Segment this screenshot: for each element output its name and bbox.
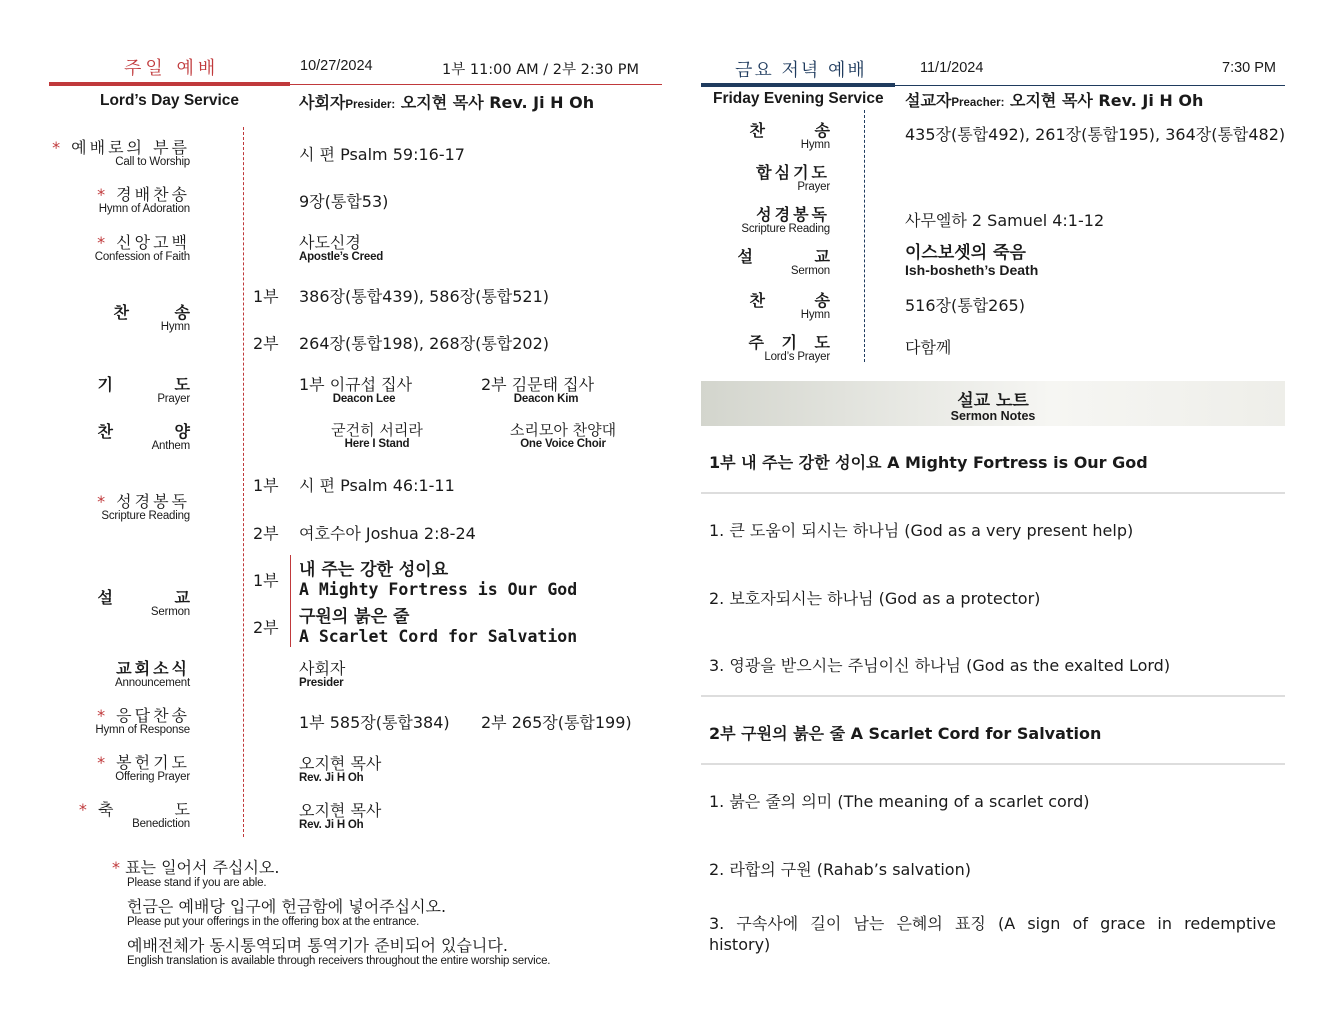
offering-value	[299, 751, 381, 784]
sermon-service2-title-ko: 구원의 붉은 줄	[299, 607, 410, 627]
friday-prayer-en: Prayer	[797, 181, 830, 193]
label-call-to-worship	[0, 135, 190, 168]
sermon-notes-title-ko: 설교 노트	[957, 391, 1029, 411]
announcement-en: Announcement	[115, 677, 190, 689]
hymn-ko: 찬 송	[113, 303, 210, 322]
note-offering-en: Please put your offerings in the offering box at the entrance.	[127, 916, 420, 928]
stand-marker: *	[97, 185, 109, 204]
friday-scripture-value: 사무엘하 2 Samuel 4:1-12	[905, 211, 1105, 230]
offering-en: Offering Prayer	[115, 771, 190, 783]
announcement-value	[299, 656, 345, 689]
friday-header-rule-accent	[701, 83, 895, 87]
faith-value	[299, 230, 383, 263]
notes-section2-point3: 3. 구속사에 길이 남는 은혜의 표징 (A sign of grace in redemptive history)	[709, 914, 1276, 954]
sermon-accent-line	[290, 555, 291, 647]
anthem-title-en: Here I Stand	[344, 438, 410, 450]
response-ko: 응답찬송	[116, 706, 190, 725]
benediction-value-en: Rev. Ji H Oh	[299, 819, 364, 831]
notes-divider	[701, 763, 1285, 765]
hymn-service1-label: 1부	[253, 287, 279, 306]
anthem-title-ko: 굳건히 서리라	[331, 421, 423, 439]
preacher-line	[905, 88, 1203, 111]
stand-marker: *	[97, 233, 109, 252]
anthem-en: Anthem	[151, 440, 190, 452]
sunday-header-rule-accent	[49, 82, 290, 86]
stand-marker: *	[52, 138, 64, 157]
friday-label-hymn1	[640, 118, 852, 151]
notes-section1-point1: 1. 큰 도움이 되시는 하나님 (God as a very present help)	[709, 521, 1134, 540]
friday-hymn2-ko: 찬 송	[749, 291, 852, 310]
hymn-service2-value: 264장(통합198), 268장(통합202)	[299, 334, 550, 353]
scripture-ko: 성경봉독	[116, 492, 190, 511]
label-hymn-of-response	[0, 703, 190, 736]
friday-time: 7:30 PM	[1222, 60, 1276, 76]
note-translation-en: English translation is available through receivers throughout the entire worship service.	[127, 955, 551, 967]
note-stand-en: Please stand if you are able.	[127, 877, 267, 889]
sermon-service2-title	[299, 602, 577, 646]
friday-title-ko: 금요 저녁 예배	[735, 60, 867, 81]
faith-ko: 신앙고백	[116, 233, 190, 252]
presider-label-ko: 사회자	[299, 93, 346, 112]
friday-date: 11/1/2024	[920, 60, 984, 76]
sunday-date: 10/27/2024	[300, 58, 373, 74]
friday-hymn1-ko: 찬 송	[749, 121, 852, 140]
friday-sermon-value-ko: 이스보셋의 죽음	[905, 243, 1026, 263]
prayer-service2-ko: 2부 김문태 집사	[481, 375, 595, 394]
note-stand	[112, 855, 279, 889]
label-confession-of-faith	[0, 230, 190, 263]
stand-marker: *	[78, 800, 90, 819]
anthem-ko: 찬 양	[97, 422, 218, 441]
presider-line	[299, 90, 594, 113]
notes-section2-title: 2부 구원의 붉은 줄 A Scarlet Cord for Salvation	[709, 724, 1102, 743]
prayer-service2	[481, 372, 611, 405]
sermon-service1-title	[299, 555, 577, 599]
adoration-value: 9장(통합53)	[299, 192, 389, 211]
sunday-title-en: Lord’s Day Service	[100, 92, 239, 109]
scripture-service2-label: 2부	[253, 524, 279, 543]
label-scripture-reading	[0, 489, 190, 522]
note-translation	[127, 933, 550, 967]
response-service1: 1부 585장(통합384)	[299, 713, 450, 732]
friday-scripture-en: Scripture Reading	[741, 223, 830, 235]
friday-sermon-ko: 설 교	[737, 247, 858, 266]
hymn-service2-label: 2부	[253, 334, 279, 353]
faith-value-ko: 사도신경	[299, 233, 361, 252]
sunday-header-rule	[290, 84, 662, 85]
friday-header-rule	[895, 85, 1285, 86]
friday-label-sermon	[640, 244, 858, 277]
announcement-value-ko: 사회자	[299, 659, 346, 678]
label-benediction	[0, 797, 218, 830]
friday-label-hymn2	[640, 288, 852, 321]
friday-label-lords-prayer	[640, 330, 836, 363]
adoration-en: Hymn of Adoration	[98, 203, 190, 215]
prayer-ko: 기 도	[97, 375, 218, 394]
stand-marker: *	[112, 858, 120, 877]
response-en: Hymn of Response	[95, 724, 190, 736]
scripture-service1-value: 시 편 Psalm 46:1-11	[299, 476, 455, 495]
friday-title-en: Friday Evening Service	[713, 90, 884, 107]
sunday-title-ko: 주일 예배	[124, 58, 220, 79]
label-offering-prayer	[0, 750, 190, 783]
offering-value-en: Rev. Ji H Oh	[299, 772, 364, 784]
hymn-en: Hymn	[160, 321, 190, 333]
friday-order-divider	[864, 110, 865, 362]
announcement-value-en: Presider	[299, 677, 344, 689]
call-en: Call to Worship	[115, 156, 190, 168]
announcement-ko: 교회소식	[116, 659, 190, 678]
prayer-service1	[299, 372, 429, 405]
friday-sermon-value-en: Ish-bosheth’s Death	[905, 262, 1039, 278]
benediction-value	[299, 798, 381, 831]
label-hymn-of-adoration	[0, 182, 190, 215]
sermon-service1-title-ko: 내 주는 강한 성이요	[299, 560, 449, 580]
sermon-service1-title-en: A Mighty Fortress is Our God	[299, 580, 578, 599]
faith-en: Confession of Faith	[94, 251, 190, 263]
sermon-notes-title-en: Sermon Notes	[950, 409, 1036, 423]
label-anthem	[0, 419, 218, 452]
note-offering	[127, 894, 446, 928]
notes-divider	[701, 492, 1285, 494]
presider-name: 오지현 목사 Rev. Ji H Oh	[400, 93, 595, 112]
friday-hymn2-en: Hymn	[800, 309, 830, 321]
sermon-service2-label: 2부	[253, 618, 279, 637]
call-ko: 예배로의 부름	[71, 138, 190, 157]
friday-lords-prayer-ko: 주 기 도	[748, 333, 836, 352]
friday-prayer-ko: 합심기도	[756, 163, 830, 182]
friday-hymn1-value: 435장(통합492), 261장(통합195), 364장(통합482)	[905, 125, 1286, 144]
sermon-service2-title-en: A Scarlet Cord for Salvation	[299, 627, 578, 646]
preacher-name: 오지현 목사 Rev. Ji H Oh	[1010, 91, 1204, 110]
offering-ko: 봉헌기도	[116, 753, 190, 772]
note-stand-ko: 표는 일어서 주십시오.	[125, 858, 280, 877]
friday-sermon-en: Sermon	[790, 265, 830, 277]
stand-marker: *	[97, 492, 109, 511]
anthem-choir	[493, 419, 633, 450]
response-service2: 2부 265장(통합199)	[481, 713, 632, 732]
friday-hymn1-en: Hymn	[800, 139, 830, 151]
anthem-title	[312, 419, 442, 450]
friday-scripture-ko: 성경봉독	[756, 205, 830, 224]
notes-section1-title: 1부 내 주는 강한 성이요 A Mighty Fortress is Our God	[709, 453, 1148, 472]
sunday-times: 1부 11:00 AM / 2부 2:30 PM	[442, 62, 640, 78]
label-sermon	[0, 585, 218, 618]
sermon-ko: 설 교	[97, 588, 218, 607]
prayer-service1-ko: 1부 이규섭 집사	[299, 375, 413, 394]
preacher-label-ko: 설교자	[905, 91, 952, 110]
scripture-service2-value: 여호수아 Joshua 2:8-24	[299, 524, 476, 543]
label-prayer	[0, 372, 218, 405]
faith-value-en: Apostle’s Creed	[299, 251, 384, 263]
friday-label-scripture	[640, 202, 830, 235]
friday-label-prayer	[640, 160, 830, 193]
notes-section1-point3: 3. 영광을 받으시는 주님이신 하나님 (God as the exalted Lord)	[709, 656, 1171, 675]
notes-section1-point2: 2. 보호자되시는 하나님 (God as a protector)	[709, 589, 1041, 608]
label-announcement	[0, 656, 190, 689]
sermon-en: Sermon	[150, 606, 190, 618]
friday-lords-prayer-value: 다함께	[905, 338, 952, 357]
friday-sermon-value	[905, 238, 1038, 278]
friday-lords-prayer-en: Lord’s Prayer	[764, 351, 830, 363]
friday-hymn2-value: 516장(통합265)	[905, 296, 1025, 315]
prayer-service1-en: Deacon Lee	[332, 393, 396, 405]
scripture-service1-label: 1부	[253, 476, 279, 495]
anthem-choir-ko: 소리모아 찬양대	[509, 421, 617, 439]
call-value: 시 편 Psalm 59:16-17	[299, 145, 465, 164]
anthem-choir-en: One Voice Choir	[520, 438, 606, 450]
note-translation-ko: 예배전체가 동시통역되며 통역기가 준비되어 있습니다.	[127, 936, 508, 955]
preacher-label-en: Preacher:	[951, 97, 1005, 109]
prayer-en: Prayer	[157, 393, 190, 405]
adoration-ko: 경배찬송	[116, 185, 190, 204]
notes-divider	[701, 695, 1285, 697]
offering-value-ko: 오지현 목사	[299, 754, 382, 773]
benediction-ko: 축 도	[98, 800, 218, 819]
prayer-service2-en: Deacon Kim	[513, 393, 579, 405]
label-hymn	[0, 300, 210, 333]
benediction-value-ko: 오지현 목사	[299, 801, 382, 820]
hymn-service1-value: 386장(통합439), 586장(통합521)	[299, 287, 550, 306]
benediction-en: Benediction	[132, 818, 190, 830]
note-offering-ko: 헌금은 예배당 입구에 헌금함에 넣어주십시오.	[127, 897, 447, 916]
order-divider	[243, 127, 244, 837]
presider-label-en: Presider:	[345, 99, 396, 111]
scripture-en: Scripture Reading	[101, 510, 190, 522]
notes-section2-point1: 1. 붉은 줄의 의미 (The meaning of a scarlet cord)	[709, 792, 1090, 811]
sermon-notes-header	[701, 381, 1285, 426]
stand-marker: *	[97, 753, 109, 772]
stand-marker: *	[97, 706, 109, 725]
sermon-service1-label: 1부	[253, 571, 279, 590]
notes-section2-point2: 2. 라합의 구원 (Rahab’s salvation)	[709, 860, 971, 879]
